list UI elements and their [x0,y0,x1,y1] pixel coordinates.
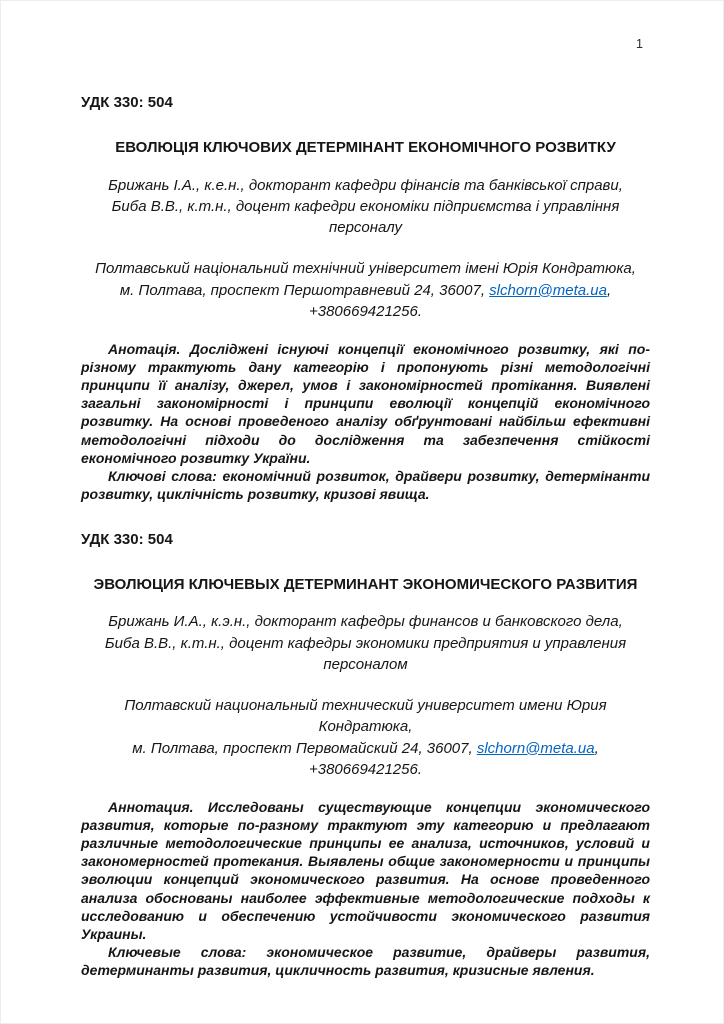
affiliation-address-tail: , +380669421256. [308,739,599,778]
abstract-label: Анотація. [108,341,181,358]
authors-uk [81,175,650,239]
affiliation-address-tail: , [606,281,612,299]
abstract-label: Аннотация. [108,799,194,816]
abstract-text: Досліджені існуючі концепції економічного розвитку, які по-різному трактують дану категорію і пропонують різні методологічні принципи її аналізу, джерел, умов і закономірностей протікання. Виявлені загальні закономірності і принципи еволюції концепцій економічного розвитку. На основі проведеного аналізу обґрунтовані найбільш ефективні методологічні підходи до дослідження та забезпечення стійкості економічного розвитку України. [81,341,650,466]
author-line: Брижань І.А., к.е.н., докторант кафедри фінансів та банківської справи, [108,176,623,194]
keywords-text: економічний розвиток, драйвери розвитку, детермінанти розвитку, циклічність розвитку, кризові явища. [81,467,651,502]
paper-title-uk: ЕВОЛЮЦІЯ КЛЮЧОВИХ ДЕТЕРМІНАНТ ЕКОНОМІЧНОГО РОЗВИТКУ [115,139,616,156]
russian-section [81,531,650,979]
author-line: персоналом [323,655,408,673]
affiliation-line [120,282,611,299]
abstract-uk [81,340,650,466]
paper-title-ru: ЭВОЛЮЦИЯ КЛЮЧЕВЫХ ДЕТЕРМИНАНТ ЭКОНОМИЧЕСКОГО РАЗВИТИЯ [93,575,638,593]
keywords-text: экономическое развитие, драйверы развития, детерминанты развития, цикличность развития, кризисные явления. [81,943,650,978]
affiliation-uk [81,258,650,322]
abstract-text: Исследованы существующие концепции экономического развития, которые по-разному трактуют эту категорию и предлагают различные методологические принципы ее анализа, источников, условий и закономерностей протекания. Выявлены общие закономерности и принципы эволюции концепций экономического развития. На основе проведенного анализа обоснованы наиболее эффективные методологические подходы к исследованию и обеспечению устойчивости экономического развития Украины. [81,799,650,942]
affiliation-ru [81,695,650,780]
udc-code: УДК 330: 504 [81,94,173,111]
page-content [1,1,723,979]
keywords-ru [81,943,650,979]
email-link[interactable]: slchorn@meta.ua [489,281,607,299]
keywords-label: Ключові слова: [108,467,217,484]
ukrainian-section [81,94,650,503]
affiliation-line [132,740,599,778]
keywords-uk [81,467,650,503]
author-line: Биба В.В., к.т.н., доцент кафедри економіки підприємства і управління персоналу [111,197,620,237]
affiliation-line: Полтавский национальный технический университет имени Юрия Кондратюка, [124,697,607,736]
udc-code: УДК 330: 504 [81,530,173,548]
authors-ru [81,611,650,675]
keywords-label: Ключевые слова: [108,943,247,960]
email-link[interactable]: slchorn@meta.ua [476,739,595,757]
abstract-ru [81,798,650,942]
affiliation-address: м. Полтава, проспект Першотравневий 24, 36007, [119,281,490,299]
affiliation-line: Полтавський національний технічний університет імені Юрія Кондратюка, [95,260,636,278]
phone-number: +380669421256. [308,302,423,320]
page-number: 1 [636,37,643,51]
author-line: Биба В.В., к.т.н., доцент кафедры экономики предприятия и управления [104,634,627,652]
author-line: Брижань И.А., к.э.н., докторант кафедры финансов и банковского дела, [108,613,623,631]
affiliation-address: м. Полтава, проспект Первомайский 24, 36007, [132,739,477,757]
